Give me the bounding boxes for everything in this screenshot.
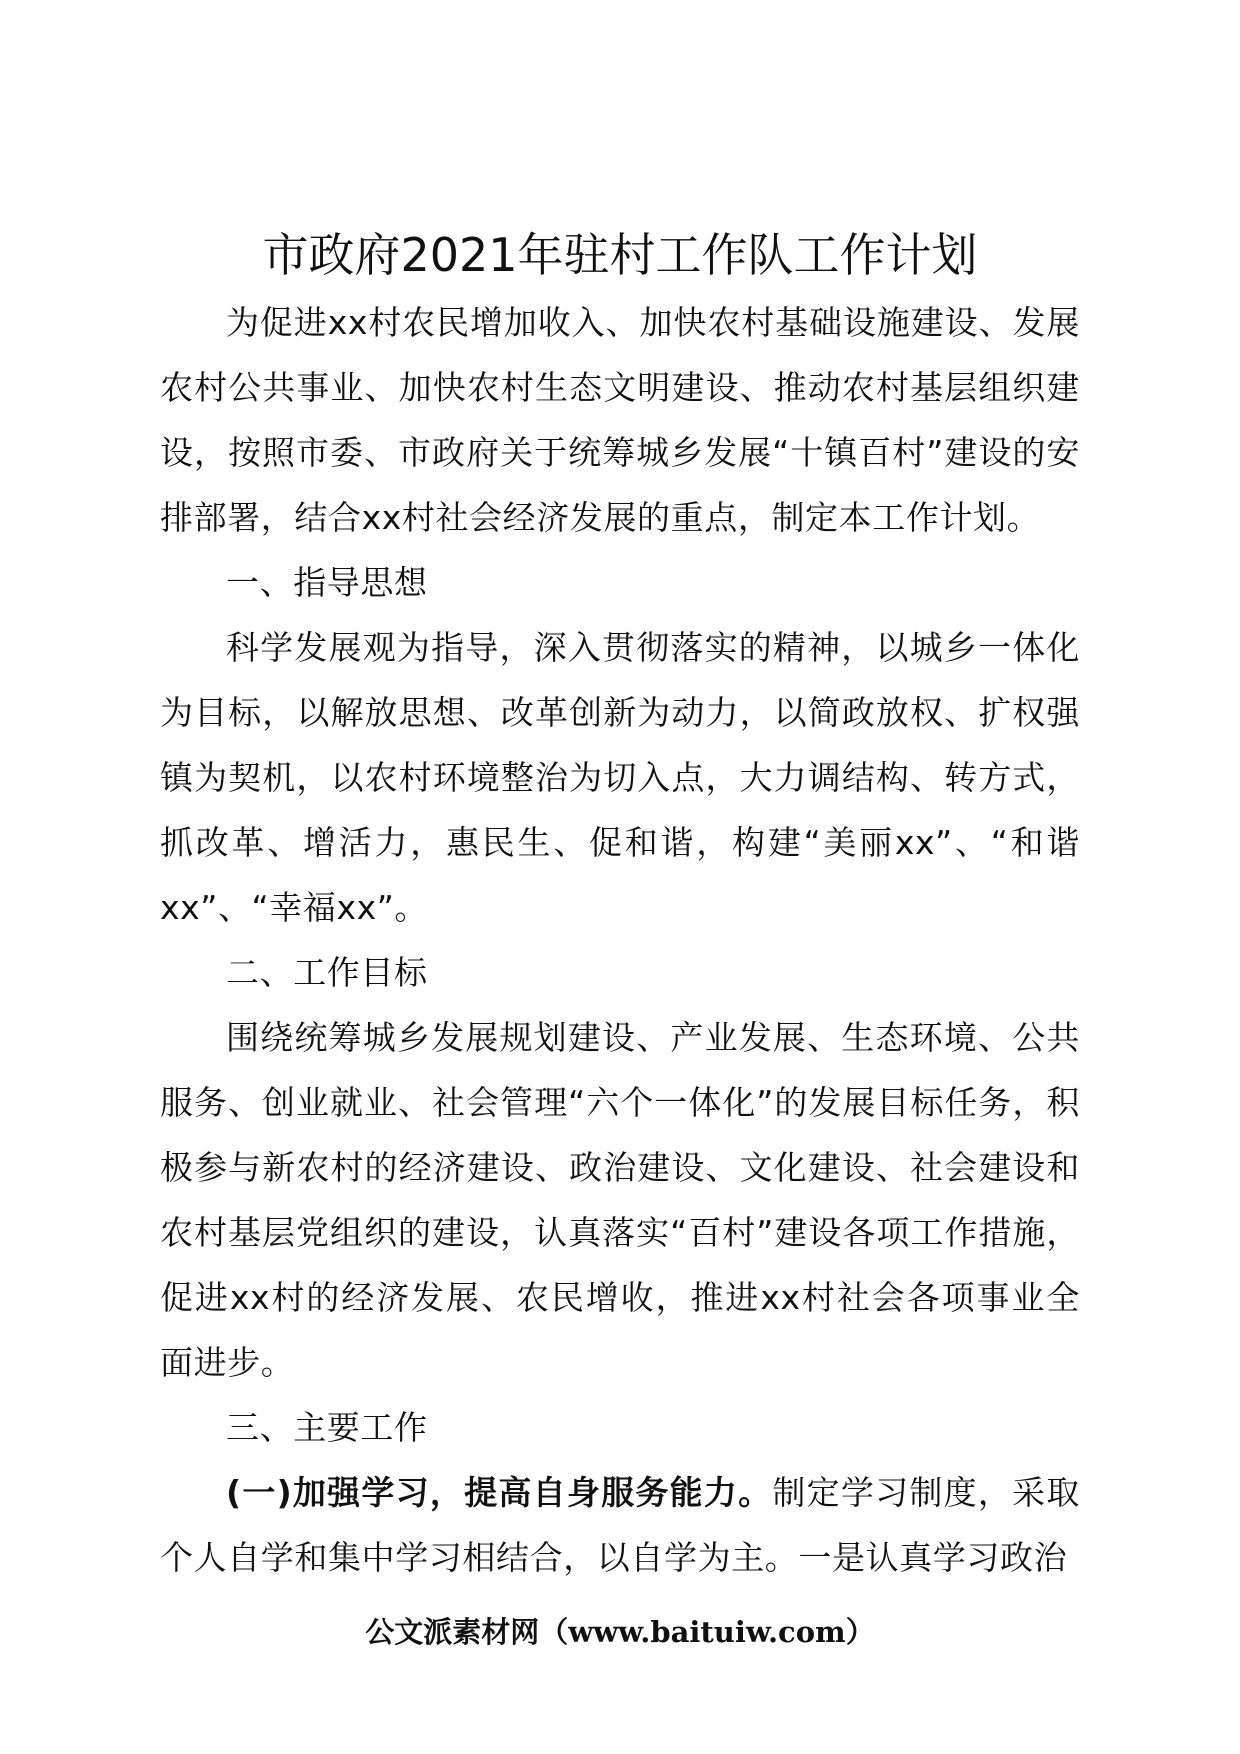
section-heading-work-goals: 二、工作目标 bbox=[226, 953, 428, 992]
document-title: 市政府2021年驻村工作队工作计划 bbox=[262, 228, 978, 282]
document-page bbox=[160, 220, 1080, 1590]
main-work-item-1-body: 制定学习制度，采取个人自学和集中学习相结合，以自学为主。一是认真学习政治 bbox=[160, 1473, 1080, 1577]
main-work-item-1-lead: (一)加强学习，提高自身服务能力。 bbox=[226, 1473, 773, 1512]
section-heading-guiding-thought: 一、指导思想 bbox=[226, 563, 428, 602]
main-work-item-1 bbox=[160, 1460, 1080, 1590]
footer-watermark-text: 公文派素材网（www.baituiw.com） bbox=[365, 1615, 875, 1649]
guiding-thought-paragraph: 科学发展观为指导，深入贯彻落实的精神，以城乡一体化为目标，以解放思想、改革创新为动力，以简政放权、扩权强镇为契机，以农村环境整治为切入点，大力调结构、转方式，抓改革、增活力，惠民生、促和谐，构建“美丽xx”、“和谐xx”、“幸福xx”。 bbox=[160, 628, 1080, 927]
intro-paragraph: 为促进xx村农民增加收入、加快农村基础设施建设、发展农村公共事业、加快农村生态文明建设、推动农村基层组织建设，按照市委、市政府关于统筹城乡发展“十镇百村”建设的安排部署，结合xx村社会经济发展的重点，制定本工作计划。 bbox=[160, 303, 1080, 537]
section-heading-main-work: 三、主要工作 bbox=[226, 1408, 428, 1447]
work-goals-paragraph: 围绕统筹城乡发展规划建设、产业发展、生态环境、公共服务、创业就业、社会管理“六个一体化”的发展目标任务，积极参与新农村的经济建设、政治建设、文化建设、社会建设和农村基层党组织的建设，认真落实“百村”建设各项工作措施，促进xx村的经济发展、农民增收，推进xx村社会各项事业全面进步。 bbox=[160, 1018, 1080, 1382]
